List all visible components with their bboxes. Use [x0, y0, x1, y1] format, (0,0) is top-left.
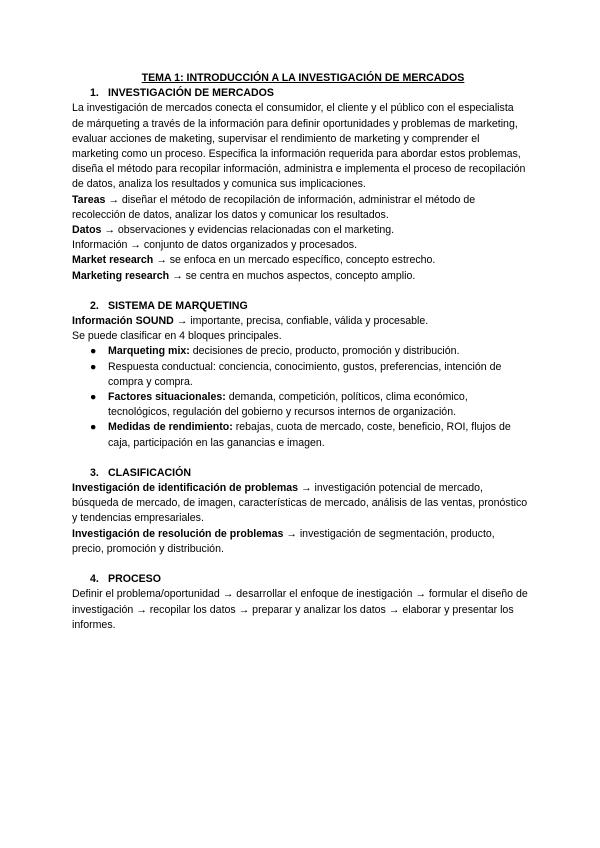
- definition-marketing-research: [72, 269, 528, 284]
- definition-text: → se centra en muchos aspectos, concepto amplio.: [169, 269, 416, 282]
- section-sistema-marqueting: [72, 299, 528, 451]
- definition-term: Datos: [72, 224, 102, 237]
- section-heading: [72, 572, 528, 587]
- item-term: Factores situacionales:: [108, 391, 226, 404]
- section-clasificacion: [72, 466, 528, 557]
- bullet-icon: ●: [90, 391, 97, 404]
- bullet-list: [72, 344, 528, 450]
- definition-tareas: [72, 193, 528, 223]
- definition-resolucion: [72, 527, 528, 557]
- section-heading-text: CLASIFICACIÓN: [108, 466, 191, 479]
- section-intro: La investigación de mercados conecta el consumidor, el cliente y el público con el especialista de márqueting a través de la información para definir oportunidades y problemas de marketing, evaluar acciones de maketing, supervisar el rendimiento de marketing y comprender el marketing como un proceso. Especifica la información requerida para abordar estos problemas, diseña el método para recopilar información, administra e implementa el proceso de recopilación de datos, analiza los resultados y comunica sus implicaciones.: [72, 102, 526, 191]
- definition-text: → importante, precisa, confiable, válida y procesable.: [173, 315, 429, 328]
- section-investigacion-mercados: [72, 86, 528, 284]
- section-number: 1.: [90, 87, 99, 100]
- item-text: decisiones de precio, producto, promoción y distribución.: [189, 345, 460, 358]
- process-text: Definir el problema/oportunidad → desarrollar el enfoque de inestigación → formular el diseño de investigación → recopilar los datos → preparar y analizar los datos → elaborar y presentar los informes.: [72, 588, 528, 631]
- definition-term: Investigación de identificación de problemas: [72, 482, 299, 495]
- list-item: [90, 344, 528, 359]
- definition-datos: [72, 223, 528, 238]
- list-item: [90, 390, 528, 420]
- section-number: 2.: [90, 299, 99, 312]
- item-text: demanda, competición, políticos, clima económico, tecnológicos, regulación del gobierno y recursos internos de organización.: [108, 391, 468, 419]
- definition-market-research: [72, 253, 528, 268]
- list-item: [90, 420, 528, 450]
- definition-term: Tareas: [72, 193, 106, 206]
- definition-term: Investigación de resolución de problemas: [72, 527, 284, 540]
- section-number: 4.: [90, 573, 99, 586]
- bullet-icon: ●: [90, 421, 97, 434]
- section-heading: [72, 466, 528, 481]
- section-heading: [72, 86, 528, 101]
- definition-text: Información → conjunto de datos organizados y procesados.: [72, 239, 358, 252]
- item-text: rebajas, cuota de mercado, coste, beneficio, ROI, flujos de caja, participación en las ganancias e imagen.: [108, 421, 511, 449]
- definition-term: Información SOUND: [72, 315, 174, 328]
- section-proceso: [72, 572, 528, 633]
- section-heading-text: SISTEMA DE MARQUETING: [108, 299, 248, 312]
- definition-text: → se enfoca en un mercado específico, concepto estrecho.: [153, 254, 436, 267]
- item-term: Medidas de rendimiento:: [108, 421, 233, 434]
- section-number: 3.: [90, 466, 99, 479]
- item-term: Marqueting mix:: [108, 345, 190, 358]
- list-item: [90, 360, 528, 390]
- section-heading-text: INVESTIGACIÓN DE MERCADOS: [108, 87, 274, 100]
- definition-term: Market research: [72, 254, 154, 267]
- definition-text: → investigación potencial de mercado, búsqueda de mercado, de imagen, características de mercado, análisis de las ventas, pronóstico y tendencias empresariales.: [72, 482, 528, 525]
- definition-text: → diseñar el método de recopilación de información, administrar el método de recolección de datos, analizar los datos y comunicar los resultados.: [72, 193, 476, 221]
- bullet-icon: ●: [90, 345, 97, 358]
- item-text: Respuesta conductual: conciencia, conocimiento, gustos, preferencias, intención de compra y compra.: [108, 360, 502, 388]
- definition-text: → investigación de segmentación, producto, precio, promoción y distribución.: [72, 527, 495, 555]
- definition-sound: [72, 314, 528, 329]
- bullet-icon: ●: [90, 360, 97, 373]
- section-heading-text: PROCESO: [108, 573, 161, 586]
- section-heading: [72, 299, 528, 314]
- definition-informacion: [72, 238, 528, 253]
- definition-term: Marketing research: [72, 269, 170, 282]
- section-line: Se puede clasificar en 4 bloques principales.: [72, 330, 282, 343]
- document-title: TEMA 1: INTRODUCCIÓN A LA INVESTIGACIÓN DE MERCADOS: [141, 72, 465, 84]
- definition-identificacion: [72, 481, 528, 527]
- definition-text: → observaciones y evidencias relacionadas con el marketing.: [101, 224, 395, 237]
